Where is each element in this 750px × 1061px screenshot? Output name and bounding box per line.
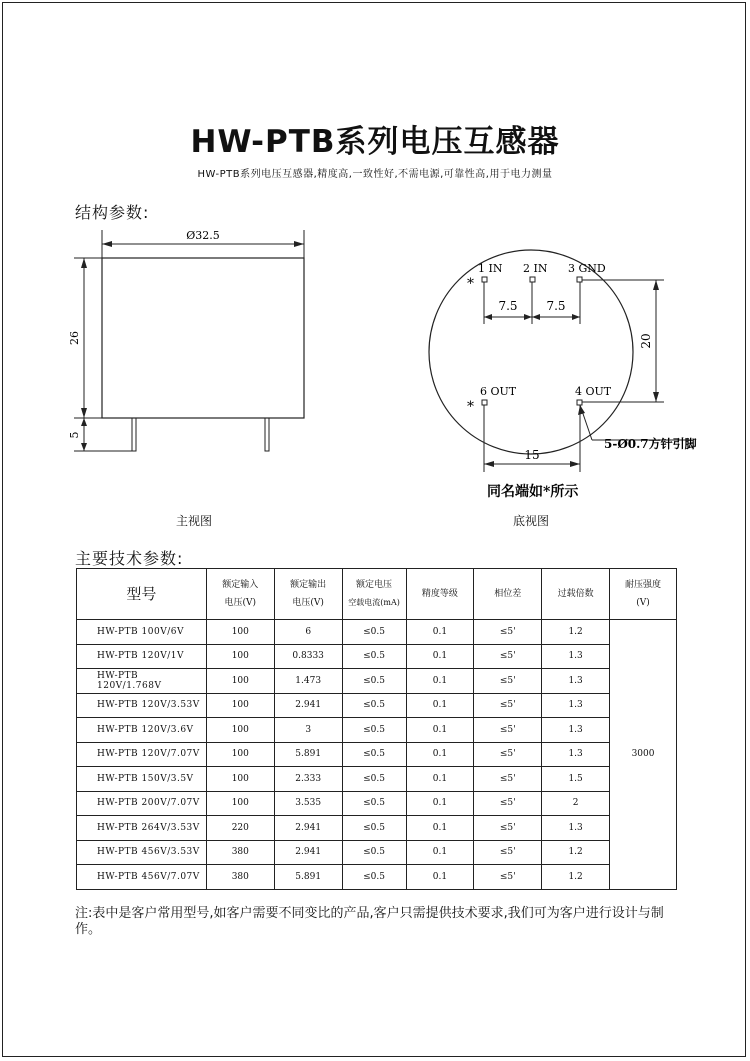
horizontal-dim-label: 15 (524, 448, 540, 462)
polarity-note-label: 同名端如*所示 (487, 484, 579, 500)
cell-phase: ≤5' (474, 816, 542, 841)
cell-output: 2.941 (274, 693, 342, 718)
cell-noload: ≤0.5 (342, 742, 406, 767)
cell-model: HW-PTB 120V/7.07V (77, 742, 207, 767)
cell-input: 100 (206, 742, 274, 767)
cell-overload: 1.3 (542, 816, 610, 841)
header-withstand: 耐压强度 (V) (610, 569, 677, 620)
pin-note-label: 5-Ø0.7方针引脚 (604, 437, 697, 451)
pin-3-label: 3 GND (568, 262, 606, 275)
cell-input: 100 (206, 620, 274, 645)
pin-2-label: 2 IN (523, 262, 548, 275)
cell-output: 5.891 (274, 865, 342, 890)
table-row (77, 644, 677, 669)
cell-overload: 1.3 (542, 693, 610, 718)
cell-overload: 1.2 (542, 840, 610, 865)
cell-accuracy: 0.1 (406, 840, 474, 865)
table-row (77, 718, 677, 743)
cell-overload: 1.3 (542, 742, 610, 767)
cell-overload: 1.2 (542, 620, 610, 645)
bottom-view-drawing (420, 240, 700, 505)
front-view-caption: 主视图 (176, 514, 213, 528)
cell-noload: ≤0.5 (342, 693, 406, 718)
cell-phase: ≤5' (474, 791, 542, 816)
cell-accuracy: 0.1 (406, 742, 474, 767)
table-row (77, 791, 677, 816)
header-output-voltage: 额定输出 电压(V) (274, 569, 342, 620)
bottom-view-caption: 底视图 (513, 514, 550, 528)
page-subtitle: HW-PTB系列电压互感器,精度高,一致性好,不需电源,可靠性高,用于电力测量 (197, 169, 553, 180)
table-header-row (77, 569, 677, 620)
cell-overload: 1.5 (542, 767, 610, 792)
cell-noload: ≤0.5 (342, 644, 406, 669)
cell-noload: ≤0.5 (342, 620, 406, 645)
header-noload-current: 额定电压 空载电流(mA) (342, 569, 406, 620)
table-row (77, 742, 677, 767)
cell-noload: ≤0.5 (342, 791, 406, 816)
cell-input: 380 (206, 865, 274, 890)
cell-model: HW-PTB 120V/1.768V (77, 669, 207, 694)
cell-model: HW-PTB 456V/7.07V (77, 865, 207, 890)
cell-accuracy: 0.1 (406, 669, 474, 694)
pin-6-label: 6 OUT (480, 385, 517, 398)
cell-overload: 2 (542, 791, 610, 816)
cell-accuracy: 0.1 (406, 791, 474, 816)
cell-model: HW-PTB 120V/3.53V (77, 693, 207, 718)
header-phase: 相位差 (474, 569, 542, 620)
front-width-label: Ø32.5 (186, 229, 220, 242)
cell-accuracy: 0.1 (406, 718, 474, 743)
cell-phase: ≤5' (474, 693, 542, 718)
cell-noload: ≤0.5 (342, 669, 406, 694)
cell-model: HW-PTB 200V/7.07V (77, 791, 207, 816)
header-input-voltage: 额定输入 电压(V) (206, 569, 274, 620)
cell-output: 0.8333 (274, 644, 342, 669)
cell-input: 100 (206, 644, 274, 669)
cell-phase: ≤5' (474, 644, 542, 669)
cell-phase: ≤5' (474, 718, 542, 743)
cell-phase: ≤5' (474, 865, 542, 890)
cell-accuracy: 0.1 (406, 644, 474, 669)
pin-1-label: 1 IN (478, 262, 503, 275)
header-model: 型号 (77, 569, 207, 620)
cell-model: HW-PTB 120V/1V (77, 644, 207, 669)
cell-output: 2.333 (274, 767, 342, 792)
cell-noload: ≤0.5 (342, 865, 406, 890)
table-row (77, 693, 677, 718)
cell-accuracy: 0.1 (406, 767, 474, 792)
table-row (77, 620, 677, 645)
cell-model: HW-PTB 456V/3.53V (77, 840, 207, 865)
cell-accuracy: 0.1 (406, 693, 474, 718)
front-height-label: 26 (68, 331, 81, 345)
cell-withstand: 3000 (610, 620, 677, 890)
star-mark-bottom: * (467, 399, 474, 415)
cell-input: 100 (206, 791, 274, 816)
front-view-drawing (60, 220, 320, 470)
cell-input: 380 (206, 840, 274, 865)
cell-accuracy: 0.1 (406, 816, 474, 841)
page-title: HW-PTB系列电压互感器 (190, 124, 560, 160)
table-row (77, 669, 677, 694)
cell-phase: ≤5' (474, 620, 542, 645)
spec-table (76, 568, 677, 890)
header-overload: 过载倍数 (542, 569, 610, 620)
cell-phase: ≤5' (474, 840, 542, 865)
cell-output: 2.941 (274, 816, 342, 841)
cell-model: HW-PTB 264V/3.53V (77, 816, 207, 841)
cell-phase: ≤5' (474, 669, 542, 694)
table-row (77, 840, 677, 865)
cell-input: 220 (206, 816, 274, 841)
cell-output: 3.535 (274, 791, 342, 816)
spacing-1-label: 7.5 (498, 299, 518, 313)
cell-overload: 1.3 (542, 644, 610, 669)
cell-noload: ≤0.5 (342, 767, 406, 792)
cell-input: 100 (206, 767, 274, 792)
front-pin-label: 5 (68, 431, 81, 439)
star-mark-top: * (467, 276, 474, 292)
table-row (77, 767, 677, 792)
footer-note: 注:表中是客户常用型号,如客户需要不同变比的产品,客户只需提供技术要求,我们可为客户进行设计与制作。 (75, 906, 664, 937)
table-row (77, 816, 677, 841)
cell-accuracy: 0.1 (406, 620, 474, 645)
cell-noload: ≤0.5 (342, 816, 406, 841)
params-section-heading: 主要技术参数: (75, 549, 184, 568)
cell-model: HW-PTB 100V/6V (77, 620, 207, 645)
cell-output: 1.473 (274, 669, 342, 694)
cell-overload: 1.3 (542, 718, 610, 743)
cell-noload: ≤0.5 (342, 718, 406, 743)
cell-accuracy: 0.1 (406, 865, 474, 890)
cell-overload: 1.2 (542, 865, 610, 890)
cell-input: 100 (206, 693, 274, 718)
vertical-dim-label: 20 (639, 333, 653, 349)
cell-output: 2.941 (274, 840, 342, 865)
cell-noload: ≤0.5 (342, 840, 406, 865)
cell-input: 100 (206, 669, 274, 694)
cell-phase: ≤5' (474, 767, 542, 792)
cell-output: 3 (274, 718, 342, 743)
cell-output: 5.891 (274, 742, 342, 767)
cell-model: HW-PTB 150V/3.5V (77, 767, 207, 792)
cell-input: 100 (206, 718, 274, 743)
header-accuracy: 精度等级 (406, 569, 474, 620)
pin-4-label: 4 OUT (575, 385, 612, 398)
cell-overload: 1.3 (542, 669, 610, 694)
cell-phase: ≤5' (474, 742, 542, 767)
cell-output: 6 (274, 620, 342, 645)
spacing-2-label: 7.5 (546, 299, 566, 313)
table-row (77, 865, 677, 890)
structure-section-heading: 结构参数: (75, 203, 150, 222)
cell-model: HW-PTB 120V/3.6V (77, 718, 207, 743)
